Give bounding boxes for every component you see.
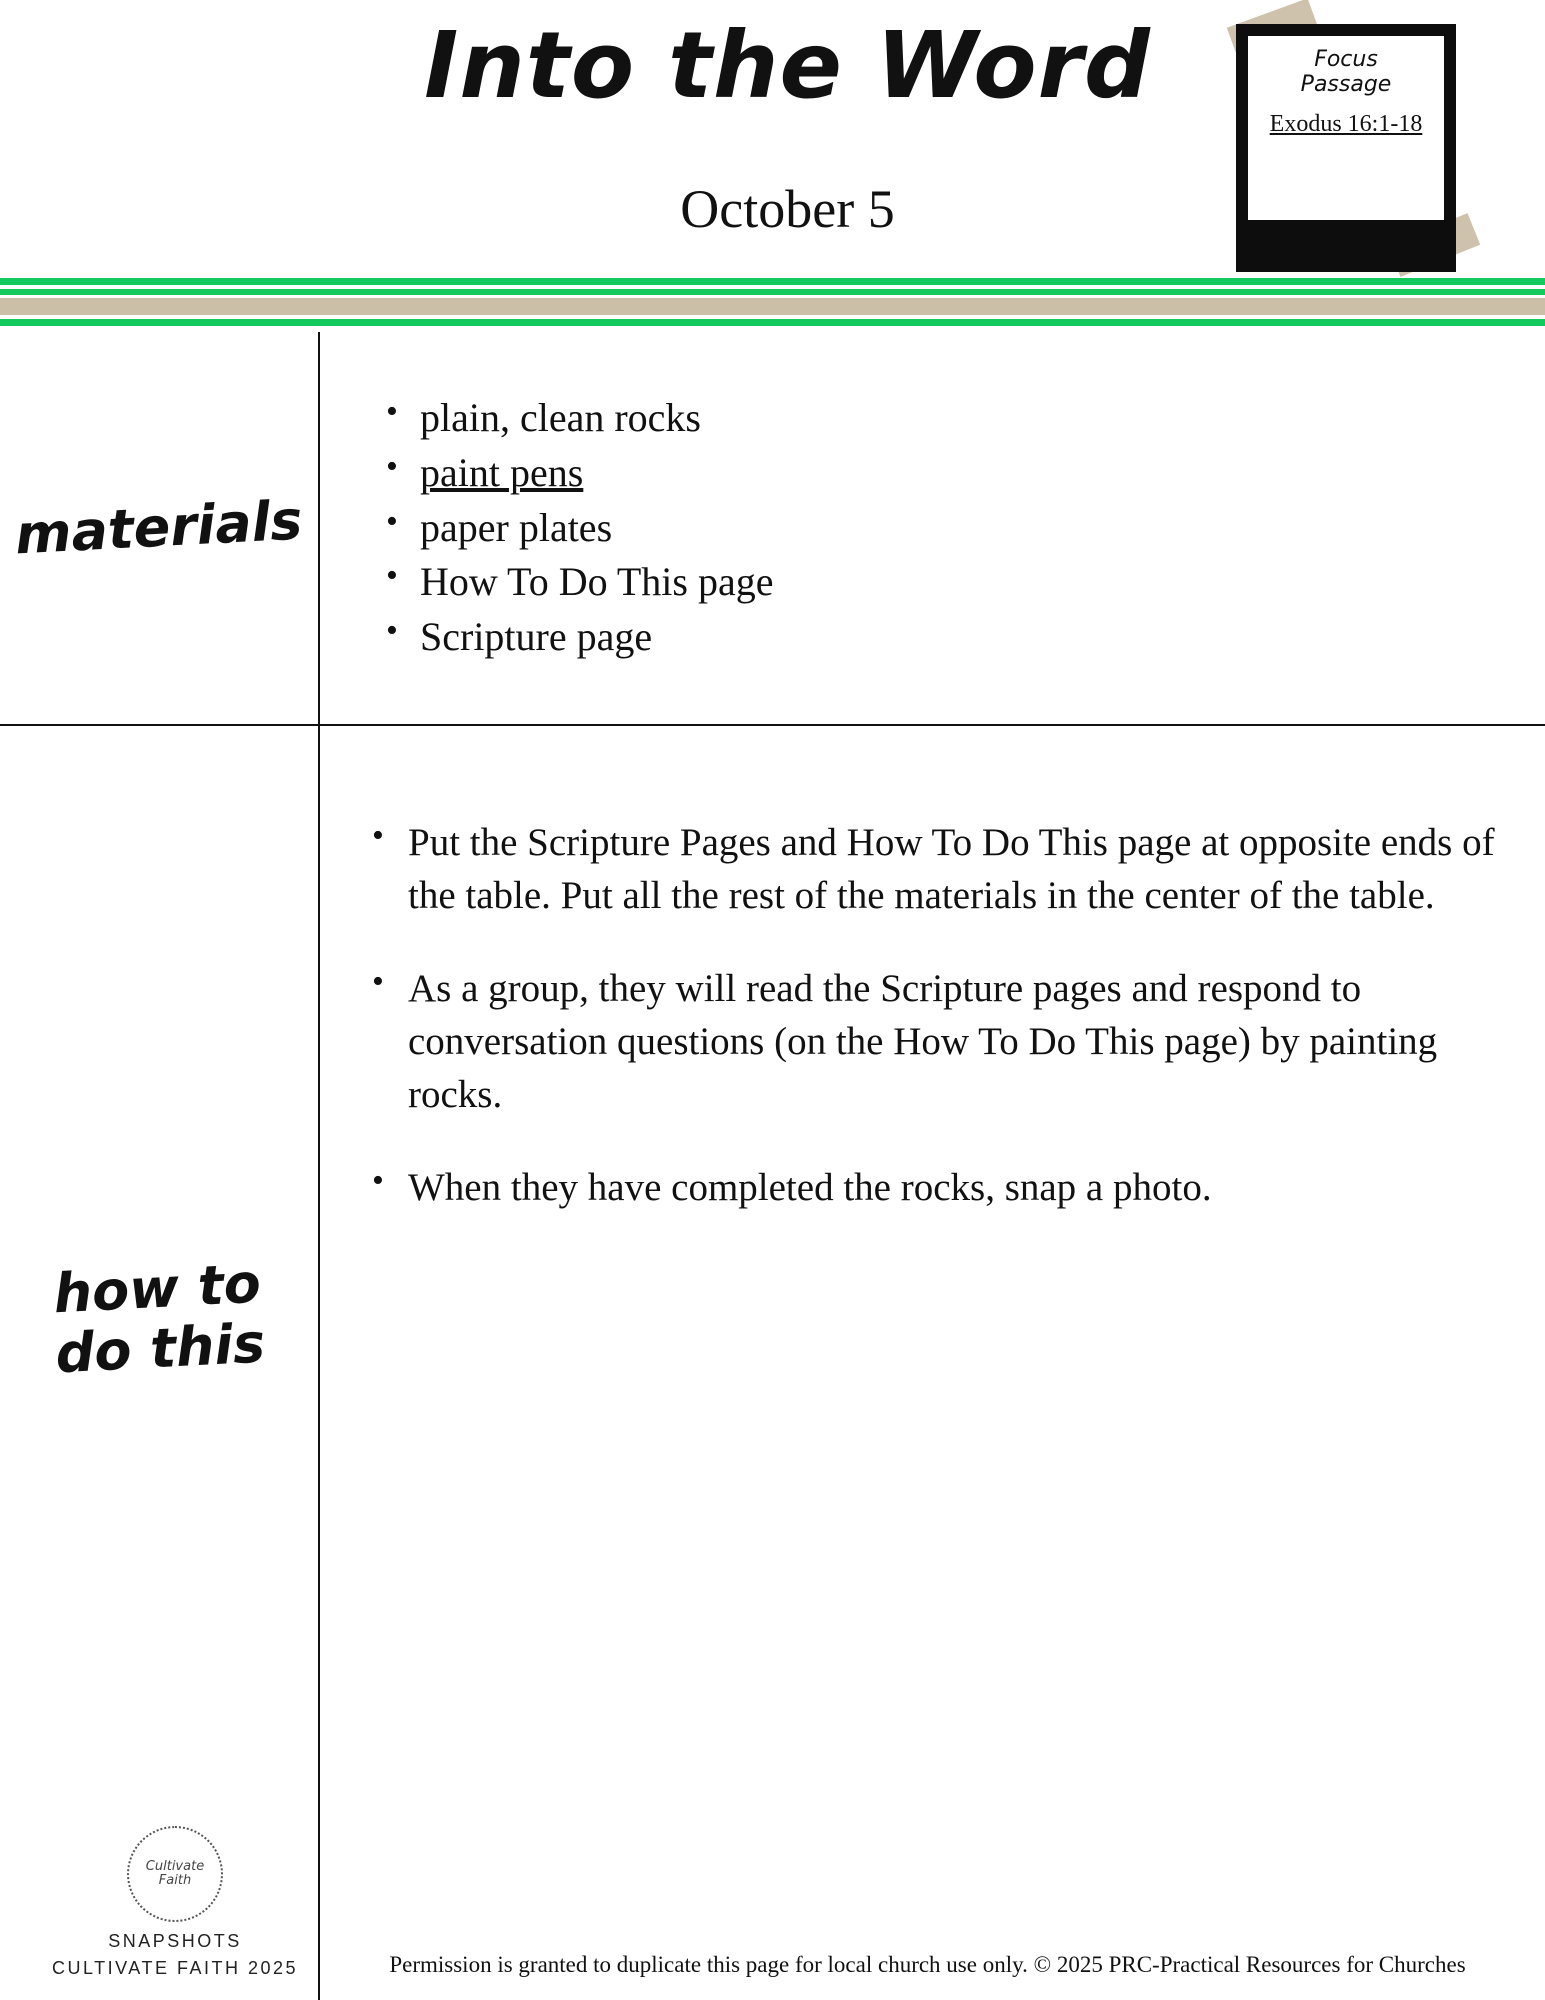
materials-label-cell: [0, 332, 318, 724]
list-item: • When they have completed the rocks, snap a photo.: [408, 1161, 1498, 1214]
materials-content-cell: [318, 332, 1545, 724]
materials-row: [0, 332, 1545, 726]
list-item: • plain, clean rocks: [420, 391, 1505, 446]
worksheet-body: [0, 332, 1545, 2000]
list-item: • Put the Scripture Pages and How To Do This page at opposite ends of the table. Put all the rest of the materials in the center of the table.: [408, 816, 1498, 922]
how-to-label-line2: do this: [54, 1311, 267, 1386]
materials-list: [360, 391, 1505, 665]
footer-brand-line1: SNAPSHOTS: [108, 1931, 242, 1951]
column-divider: [318, 332, 320, 2000]
cultivate-faith-stamp-icon: Cultivate Faith: [127, 1826, 223, 1922]
stripe-green-top: [0, 278, 1545, 285]
polaroid-frame: [1236, 24, 1456, 272]
how-to-do-this-row: [0, 726, 1545, 1912]
footer-brand: [30, 1826, 320, 1982]
how-to-label-cell: [0, 726, 318, 1912]
page-date: October 5: [680, 179, 895, 239]
focus-label-line1: Focus: [1314, 47, 1378, 72]
how-to-label-line1: how to: [52, 1251, 263, 1326]
stripe-tan: [0, 298, 1545, 315]
focus-passage-polaroid: [1220, 10, 1455, 280]
materials-label: materials: [13, 488, 305, 567]
polaroid-photo-area: [1248, 36, 1444, 220]
list-item: • paper plates: [420, 501, 1505, 556]
list-item: • As a group, they will read the Scripture pages and respond to conversation questions (on the How To Do This page) by painting rocks.: [408, 962, 1498, 1121]
footer-brand-line2: CULTIVATE FAITH 2025: [51, 1958, 299, 1978]
stripe-green-bottom: [0, 319, 1545, 326]
how-to-steps-list: [360, 816, 1498, 1254]
page-title: Into the Word: [424, 12, 1151, 119]
focus-passage-reference: Exodus 16:1-18: [1269, 111, 1423, 138]
list-item: • paint pens: [420, 446, 1505, 501]
focus-label-line2: Passage: [1300, 71, 1392, 97]
stripe-green-second: [0, 289, 1545, 295]
list-item: • Scripture page: [420, 610, 1505, 665]
page-header: [0, 0, 1545, 278]
focus-passage-label: [1256, 48, 1436, 97]
how-to-do-this-label: [51, 1251, 267, 1386]
how-to-content-cell: [318, 726, 1545, 1912]
list-item: • How To Do This page: [420, 555, 1505, 610]
permission-notice: Permission is granted to duplicate this page for local church use only. © 2025 PRC-Practical Resources for Churches: [389, 1952, 1466, 1977]
page-footer: [0, 1860, 1545, 2000]
decorative-stripes: [0, 278, 1545, 332]
